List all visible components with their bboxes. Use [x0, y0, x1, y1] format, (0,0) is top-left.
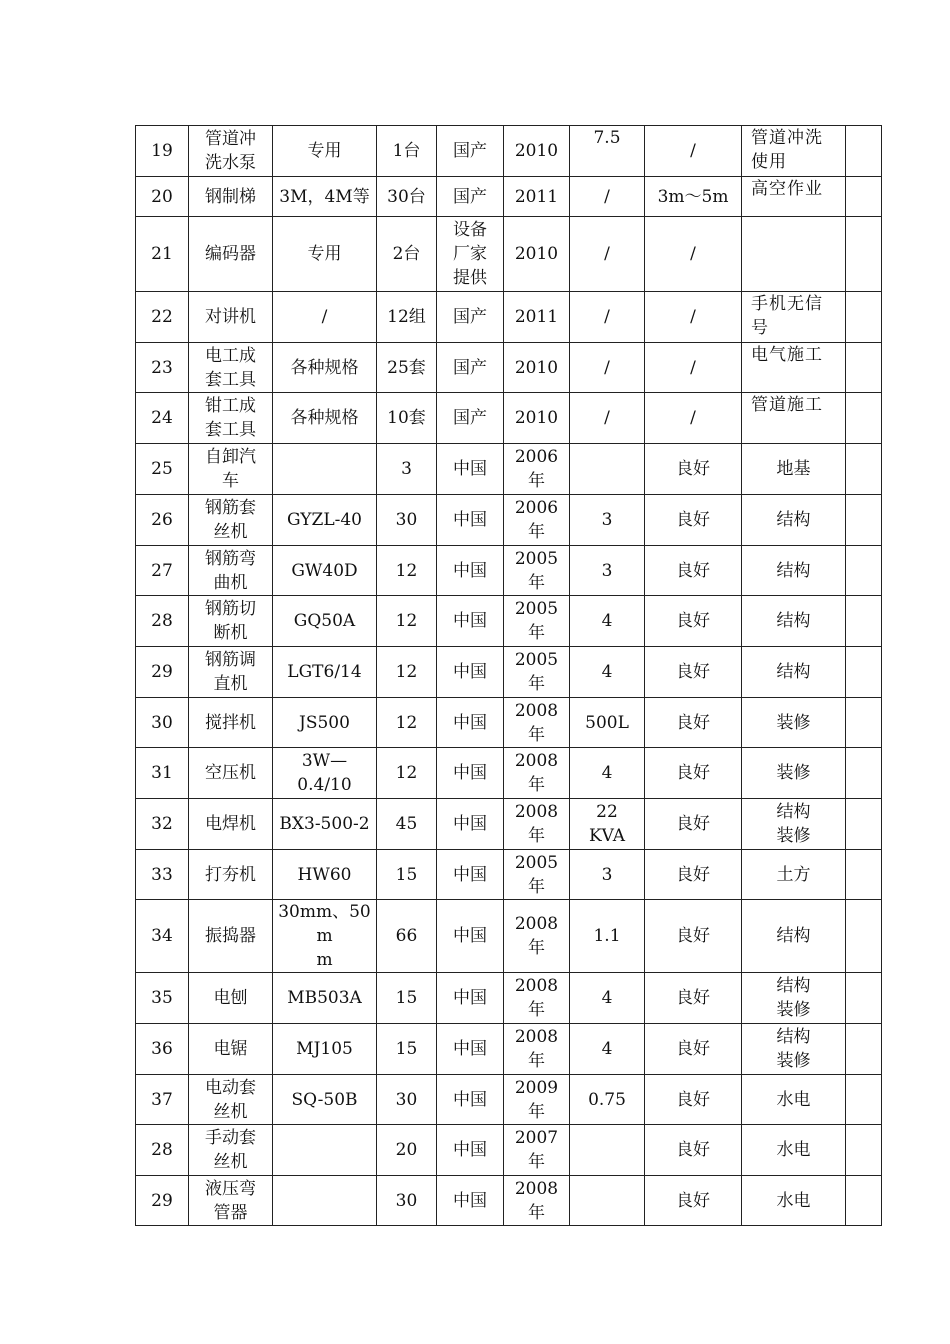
- usage-cell: 管道施工: [742, 393, 846, 444]
- origin-cell: 中国: [437, 850, 504, 900]
- quantity-cell: 45: [377, 799, 437, 850]
- row-number-cell: 31: [136, 748, 189, 799]
- quantity-cell: 10套: [377, 393, 437, 444]
- usage-cell: 结构 装修: [742, 799, 846, 850]
- condition-cell: /: [645, 343, 742, 393]
- usage-cell: 结构: [742, 900, 846, 973]
- table-row: [136, 973, 882, 1024]
- origin-cell: 中国: [437, 444, 504, 495]
- blank-cell-cell: [846, 1176, 882, 1226]
- rated-power-cell: 4: [570, 596, 645, 647]
- table-row: [136, 444, 882, 495]
- equipment-name-cell: 空压机: [189, 748, 273, 799]
- origin-cell: 中国: [437, 748, 504, 799]
- quantity-cell: 30台: [377, 177, 437, 217]
- equipment-model-cell: JS500: [273, 698, 377, 748]
- row-number-cell: 22: [136, 292, 189, 343]
- origin-cell: 中国: [437, 1075, 504, 1125]
- blank-cell-cell: [846, 900, 882, 973]
- blank-cell-cell: [846, 546, 882, 596]
- quantity-cell: 30: [377, 495, 437, 546]
- condition-cell: 良好: [645, 1024, 742, 1075]
- row-number-cell: 27: [136, 546, 189, 596]
- equipment-name-cell: 搅拌机: [189, 698, 273, 748]
- table-row: [136, 1075, 882, 1125]
- year-made-cell: 2008 年: [504, 900, 570, 973]
- usage-cell: [742, 217, 846, 292]
- equipment-name-cell: 电刨: [189, 973, 273, 1024]
- equipment-model-cell: [273, 1125, 377, 1176]
- condition-cell: /: [645, 393, 742, 444]
- usage-cell: 水电: [742, 1125, 846, 1176]
- quantity-cell: 12: [377, 647, 437, 698]
- rated-power-cell: 1.1: [570, 900, 645, 973]
- origin-cell: 中国: [437, 495, 504, 546]
- usage-cell: 水电: [742, 1075, 846, 1125]
- blank-cell-cell: [846, 1075, 882, 1125]
- table-row: [136, 495, 882, 546]
- quantity-cell: 20: [377, 1125, 437, 1176]
- year-made-cell: 2005 年: [504, 647, 570, 698]
- year-made-cell: 2008 年: [504, 1176, 570, 1226]
- usage-cell: 结构: [742, 546, 846, 596]
- blank-cell-cell: [846, 698, 882, 748]
- rated-power-cell: [570, 1176, 645, 1226]
- table-row: [136, 1024, 882, 1075]
- year-made-cell: 2008 年: [504, 799, 570, 850]
- rated-power-cell: [570, 1125, 645, 1176]
- equipment-name-cell: 钢筋切 断机: [189, 596, 273, 647]
- row-number-cell: 28: [136, 1125, 189, 1176]
- origin-cell: 中国: [437, 647, 504, 698]
- rated-power-cell: 0.75: [570, 1075, 645, 1125]
- equipment-model-cell: HW60: [273, 850, 377, 900]
- blank-cell-cell: [846, 217, 882, 292]
- equipment-model-cell: 3W— 0.4/10: [273, 748, 377, 799]
- rated-power-cell: 3: [570, 495, 645, 546]
- year-made-cell: 2006 年: [504, 444, 570, 495]
- rated-power-cell: /: [570, 393, 645, 444]
- equipment-model-cell: GQ50A: [273, 596, 377, 647]
- equipment-name-cell: 电焊机: [189, 799, 273, 850]
- table-row: [136, 343, 882, 393]
- quantity-cell: 1台: [377, 126, 437, 177]
- table-row: [136, 799, 882, 850]
- row-number-cell: 29: [136, 647, 189, 698]
- equipment-model-cell: /: [273, 292, 377, 343]
- year-made-cell: 2005 年: [504, 546, 570, 596]
- equipment-name-cell: 电动套 丝机: [189, 1075, 273, 1125]
- quantity-cell: 15: [377, 973, 437, 1024]
- blank-cell-cell: [846, 973, 882, 1024]
- condition-cell: 良好: [645, 1125, 742, 1176]
- table-row: [136, 177, 882, 217]
- blank-cell-cell: [846, 1125, 882, 1176]
- row-number-cell: 19: [136, 126, 189, 177]
- row-number-cell: 37: [136, 1075, 189, 1125]
- rated-power-cell: /: [570, 177, 645, 217]
- table-row: [136, 596, 882, 647]
- blank-cell-cell: [846, 495, 882, 546]
- year-made-cell: 2011: [504, 177, 570, 217]
- quantity-cell: 12: [377, 698, 437, 748]
- equipment-model-cell: LGT6/14: [273, 647, 377, 698]
- condition-cell: 良好: [645, 647, 742, 698]
- condition-cell: /: [645, 292, 742, 343]
- usage-cell: 装修: [742, 748, 846, 799]
- quantity-cell: 12组: [377, 292, 437, 343]
- quantity-cell: 25套: [377, 343, 437, 393]
- equipment-model-cell: BX3-500-2: [273, 799, 377, 850]
- table-row: [136, 647, 882, 698]
- blank-cell-cell: [846, 393, 882, 444]
- year-made-cell: 2006 年: [504, 495, 570, 546]
- equipment-name-cell: 钢筋调 直机: [189, 647, 273, 698]
- year-made-cell: 2010: [504, 217, 570, 292]
- quantity-cell: 15: [377, 850, 437, 900]
- table-row: [136, 1125, 882, 1176]
- equipment-name-cell: 对讲机: [189, 292, 273, 343]
- origin-cell: 国产: [437, 292, 504, 343]
- usage-cell: 高空作业: [742, 177, 846, 217]
- year-made-cell: 2005 年: [504, 596, 570, 647]
- condition-cell: 良好: [645, 748, 742, 799]
- row-number-cell: 25: [136, 444, 189, 495]
- blank-cell-cell: [846, 647, 882, 698]
- equipment-model-cell: GW40D: [273, 546, 377, 596]
- equipment-name-cell: 钳工成 套工具: [189, 393, 273, 444]
- year-made-cell: 2009 年: [504, 1075, 570, 1125]
- equipment-model-cell: 各种规格: [273, 343, 377, 393]
- usage-cell: 土方: [742, 850, 846, 900]
- year-made-cell: 2011: [504, 292, 570, 343]
- condition-cell: 良好: [645, 850, 742, 900]
- usage-cell: 地基: [742, 444, 846, 495]
- equipment-model-cell: GYZL-40: [273, 495, 377, 546]
- equipment-model-cell: 专用: [273, 126, 377, 177]
- table-row: [136, 900, 882, 973]
- quantity-cell: 15: [377, 1024, 437, 1075]
- condition-cell: 良好: [645, 596, 742, 647]
- table-row: [136, 850, 882, 900]
- blank-cell-cell: [846, 596, 882, 647]
- blank-cell-cell: [846, 799, 882, 850]
- origin-cell: 中国: [437, 1176, 504, 1226]
- equipment-name-cell: 液压弯 管器: [189, 1176, 273, 1226]
- equipment-name-cell: 钢筋套 丝机: [189, 495, 273, 546]
- row-number-cell: 23: [136, 343, 189, 393]
- rated-power-cell: 4: [570, 1024, 645, 1075]
- blank-cell-cell: [846, 1024, 882, 1075]
- table-row: [136, 1176, 882, 1226]
- condition-cell: 良好: [645, 1176, 742, 1226]
- quantity-cell: 12: [377, 748, 437, 799]
- condition-cell: /: [645, 126, 742, 177]
- blank-cell-cell: [846, 343, 882, 393]
- row-number-cell: 34: [136, 900, 189, 973]
- origin-cell: 中国: [437, 1125, 504, 1176]
- row-number-cell: 36: [136, 1024, 189, 1075]
- condition-cell: 3m～5m: [645, 177, 742, 217]
- year-made-cell: 2008 年: [504, 973, 570, 1024]
- quantity-cell: 30: [377, 1075, 437, 1125]
- condition-cell: 良好: [645, 698, 742, 748]
- origin-cell: 中国: [437, 546, 504, 596]
- table-row: [136, 217, 882, 292]
- rated-power-cell: /: [570, 217, 645, 292]
- equipment-model-cell: SQ-50B: [273, 1075, 377, 1125]
- equipment-model-cell: 30mm、50m m: [273, 900, 377, 973]
- condition-cell: 良好: [645, 546, 742, 596]
- equipment-model-cell: [273, 444, 377, 495]
- origin-cell: 中国: [437, 973, 504, 1024]
- equipment-name-cell: 电工成 套工具: [189, 343, 273, 393]
- table-row: [136, 393, 882, 444]
- blank-cell-cell: [846, 126, 882, 177]
- year-made-cell: 2010: [504, 343, 570, 393]
- usage-cell: 结构: [742, 596, 846, 647]
- usage-cell: 结构: [742, 495, 846, 546]
- rated-power-cell: 3: [570, 546, 645, 596]
- quantity-cell: 66: [377, 900, 437, 973]
- equipment-model-cell: 3M，4M等: [273, 177, 377, 217]
- usage-cell: 结构: [742, 647, 846, 698]
- row-number-cell: 20: [136, 177, 189, 217]
- origin-cell: 中国: [437, 900, 504, 973]
- equipment-name-cell: 振捣器: [189, 900, 273, 973]
- year-made-cell: 2008 年: [504, 1024, 570, 1075]
- blank-cell-cell: [846, 850, 882, 900]
- year-made-cell: 2005 年: [504, 850, 570, 900]
- table-row: [136, 748, 882, 799]
- equipment-table: [135, 125, 882, 1226]
- rated-power-cell: 22 KVA: [570, 799, 645, 850]
- blank-cell-cell: [846, 292, 882, 343]
- equipment-name-cell: 自卸汽 车: [189, 444, 273, 495]
- rated-power-cell: 3: [570, 850, 645, 900]
- quantity-cell: 2台: [377, 217, 437, 292]
- row-number-cell: 21: [136, 217, 189, 292]
- equipment-name-cell: 手动套 丝机: [189, 1125, 273, 1176]
- quantity-cell: 30: [377, 1176, 437, 1226]
- origin-cell: 中国: [437, 1024, 504, 1075]
- year-made-cell: 2007 年: [504, 1125, 570, 1176]
- equipment-name-cell: 钢制梯: [189, 177, 273, 217]
- condition-cell: 良好: [645, 444, 742, 495]
- quantity-cell: 12: [377, 546, 437, 596]
- equipment-model-cell: MJ105: [273, 1024, 377, 1075]
- year-made-cell: 2008 年: [504, 748, 570, 799]
- year-made-cell: 2010: [504, 393, 570, 444]
- rated-power-cell: 4: [570, 973, 645, 1024]
- equipment-name-cell: 钢筋弯 曲机: [189, 546, 273, 596]
- origin-cell: 中国: [437, 698, 504, 748]
- rated-power-cell: 4: [570, 647, 645, 698]
- equipment-name-cell: 打夯机: [189, 850, 273, 900]
- equipment-model-cell: 专用: [273, 217, 377, 292]
- condition-cell: 良好: [645, 900, 742, 973]
- origin-cell: 国产: [437, 393, 504, 444]
- origin-cell: 国产: [437, 126, 504, 177]
- row-number-cell: 24: [136, 393, 189, 444]
- usage-cell: 装修: [742, 698, 846, 748]
- blank-cell-cell: [846, 444, 882, 495]
- usage-cell: 结构 装修: [742, 973, 846, 1024]
- condition-cell: 良好: [645, 495, 742, 546]
- table-row: [136, 126, 882, 177]
- rated-power-cell: 500L: [570, 698, 645, 748]
- blank-cell-cell: [846, 177, 882, 217]
- quantity-cell: 3: [377, 444, 437, 495]
- table-row: [136, 546, 882, 596]
- origin-cell: 国产: [437, 177, 504, 217]
- condition-cell: 良好: [645, 799, 742, 850]
- row-number-cell: 33: [136, 850, 189, 900]
- usage-cell: 水电: [742, 1176, 846, 1226]
- origin-cell: 中国: [437, 596, 504, 647]
- row-number-cell: 32: [136, 799, 189, 850]
- row-number-cell: 35: [136, 973, 189, 1024]
- quantity-cell: 12: [377, 596, 437, 647]
- origin-cell: 国产: [437, 343, 504, 393]
- row-number-cell: 30: [136, 698, 189, 748]
- rated-power-cell: 4: [570, 748, 645, 799]
- rated-power-cell: [570, 444, 645, 495]
- equipment-model-cell: MB503A: [273, 973, 377, 1024]
- equipment-name-cell: 电锯: [189, 1024, 273, 1075]
- usage-cell: 手机无信 号: [742, 292, 846, 343]
- rated-power-cell: /: [570, 292, 645, 343]
- row-number-cell: 29: [136, 1176, 189, 1226]
- row-number-cell: 28: [136, 596, 189, 647]
- equipment-name-cell: 编码器: [189, 217, 273, 292]
- blank-cell-cell: [846, 748, 882, 799]
- usage-cell: 电气施工: [742, 343, 846, 393]
- equipment-model-cell: 各种规格: [273, 393, 377, 444]
- rated-power-cell: /: [570, 343, 645, 393]
- year-made-cell: 2008 年: [504, 698, 570, 748]
- rated-power-cell: 7.5: [570, 126, 645, 177]
- table-row: [136, 292, 882, 343]
- row-number-cell: 26: [136, 495, 189, 546]
- year-made-cell: 2010: [504, 126, 570, 177]
- equipment-name-cell: 管道冲 洗水泵: [189, 126, 273, 177]
- origin-cell: 设备 厂家 提供: [437, 217, 504, 292]
- origin-cell: 中国: [437, 799, 504, 850]
- equipment-model-cell: [273, 1176, 377, 1226]
- condition-cell: /: [645, 217, 742, 292]
- condition-cell: 良好: [645, 1075, 742, 1125]
- condition-cell: 良好: [645, 973, 742, 1024]
- table-row: [136, 698, 882, 748]
- usage-cell: 管道冲洗 使用: [742, 126, 846, 177]
- usage-cell: 结构 装修: [742, 1024, 846, 1075]
